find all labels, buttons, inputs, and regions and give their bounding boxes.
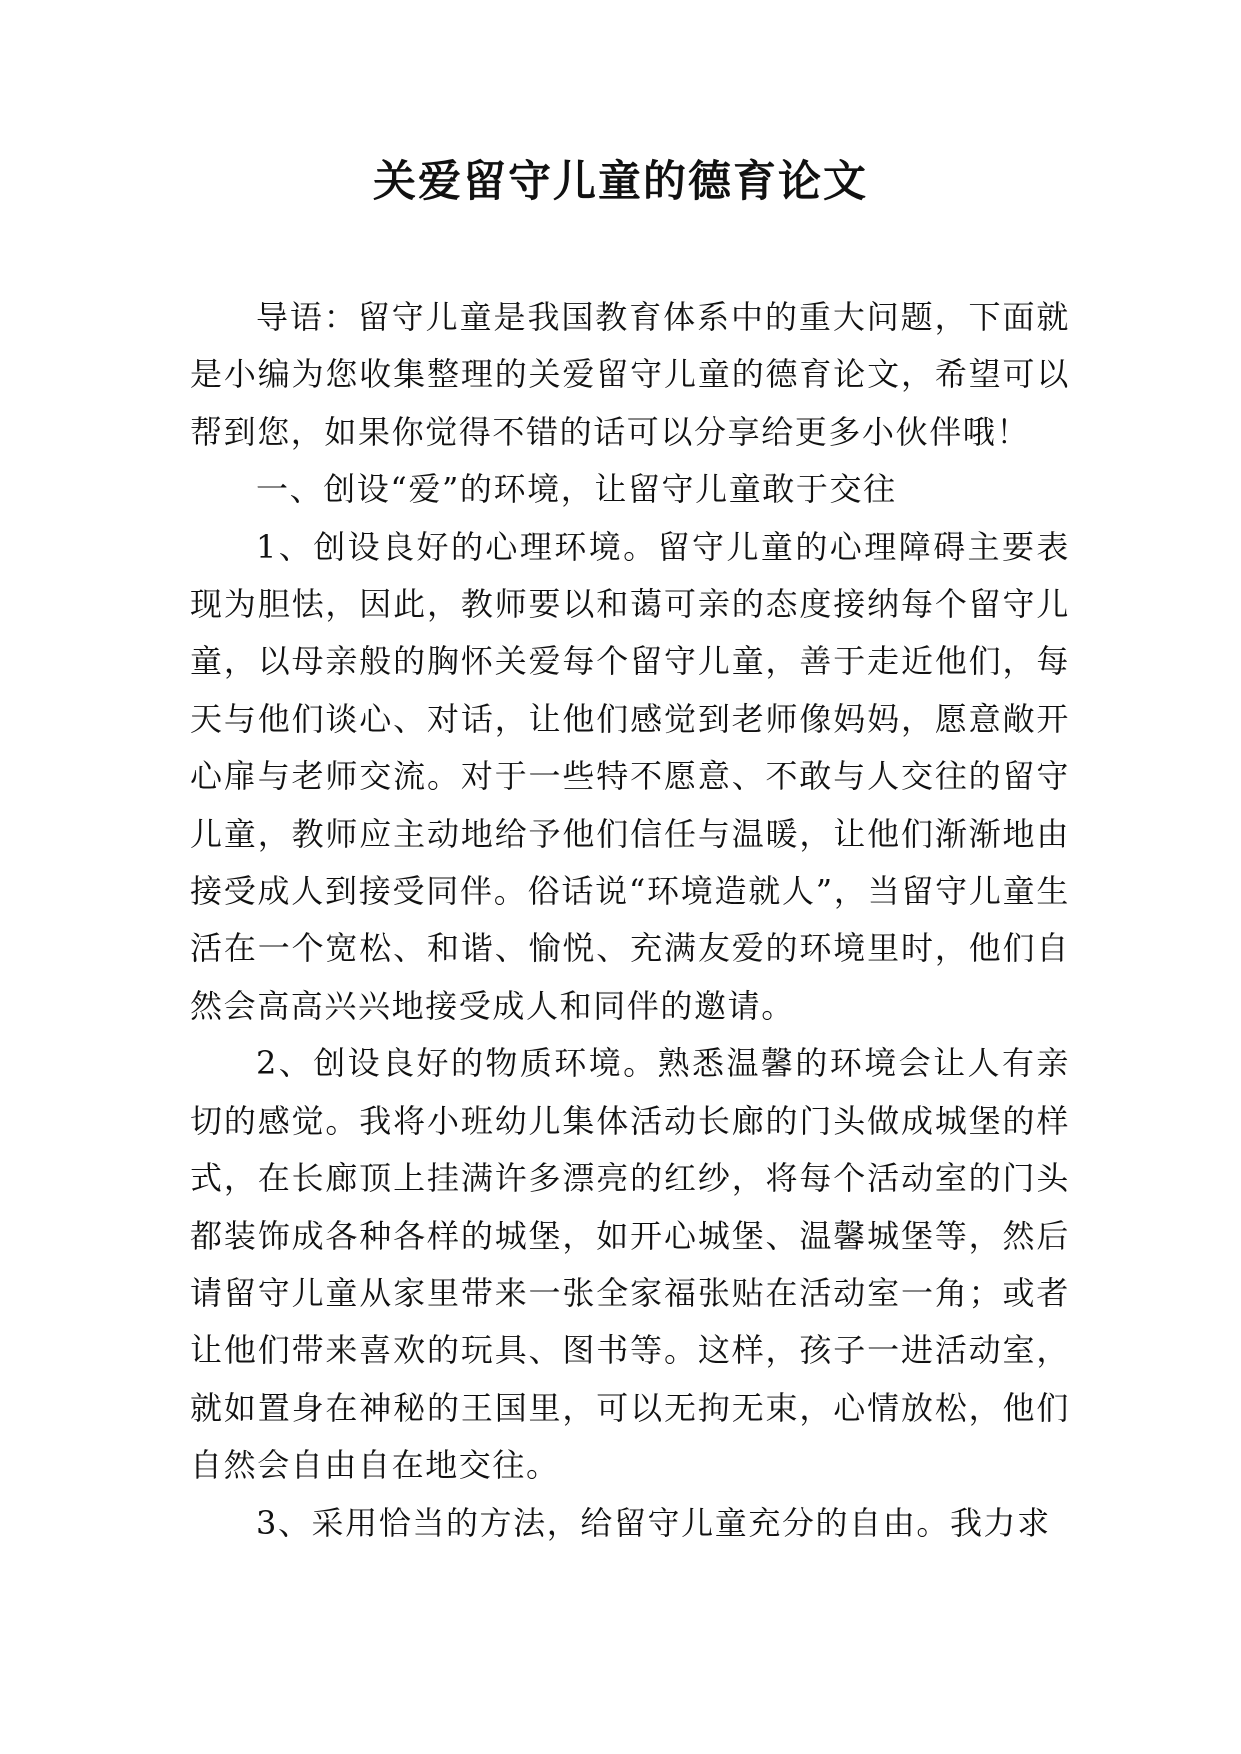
intro-paragraph: 导语：留守儿童是我国教育体系中的重大问题，下面就是小编为您收集整理的关爱留守儿童的德育论文，希望可以帮到您，如果你觉得不错的话可以分享给更多小伙伴哦！ xyxy=(190,298,1070,451)
section-heading-1: 一、创设“爱”的环境，让留守儿童敢于交往 xyxy=(256,470,897,509)
paragraph-1: 1、创设良好的心理环境。留守儿童的心理障碍主要表现为胆怯，因此，教师要以和蔼可亲的态度接纳每个留守儿童，以母亲般的胸怀关爱每个留守儿童，善于走近他们，每天与他们谈心、对话，让他们感觉到老师像妈妈，愿意敞开心扉与老师交流。对于一些特不愿意、不敢与人交往的留守儿童，教师应主动地给予他们信任与温暖，让他们渐渐地由接受成人到接受同伴。俗话说“环境造就人”，当留守儿童生活在一个宽松、和谐、愉悦、充满友爱的环境里时，他们自然会高高兴兴地接受成人和同伴的邀请。 xyxy=(190,527,1070,1025)
document-title: 关爱留守儿童的德育论文 xyxy=(373,157,868,207)
paragraph-2: 2、创设良好的物质环境。熟悉温馨的环境会让人有亲切的感觉。我将小班幼儿集体活动长廊的门头做成城堡的样式，在长廊顶上挂满许多漂亮的红纱，将每个活动室的门头都装饰成各种各样的城堡，如开心城堡、温馨城堡等，然后请留守儿童从家里带来一张全家福张贴在活动室一角；或者让他们带来喜欢的玩具、图书等。这样，孩子一进活动室，就如置身在神秘的王国里，可以无拘无束，心情放松，他们自然会自由自在地交往。 xyxy=(190,1044,1070,1485)
paragraph-3: 3、采用恰当的方法，给留守儿童充分的自由。我力求 xyxy=(256,1503,1051,1542)
document-body xyxy=(190,289,1070,1552)
